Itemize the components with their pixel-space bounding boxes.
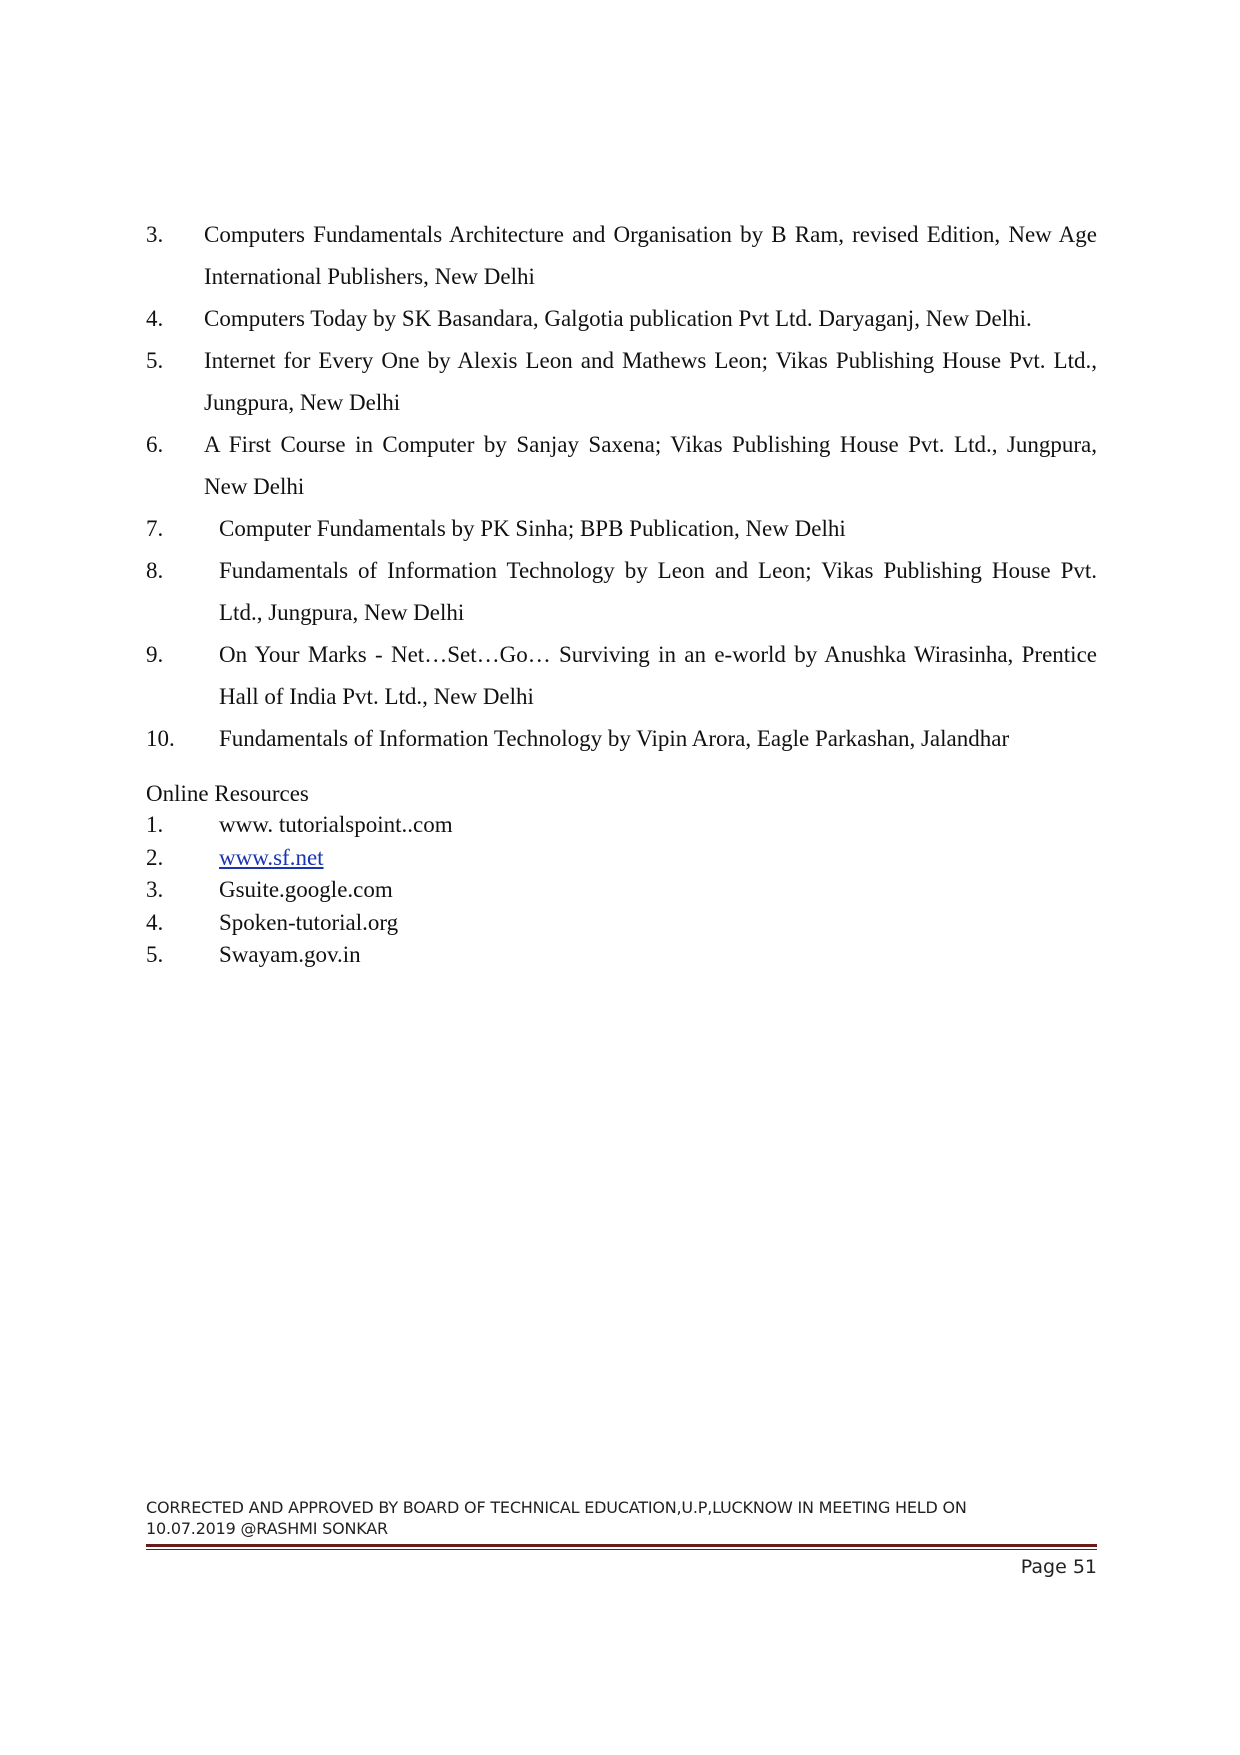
reference-text: A First Course in Computer by Sanjay Saxena; Vikas Publishing House Pvt. Ltd., Jungpura, New Delhi (204, 432, 1097, 499)
reference-text: Computer Fundamentals by PK Sinha; BPB Publication, New Delhi (219, 516, 846, 541)
reference-text: Computers Today by SK Basandara, Galgotia publication Pvt Ltd. Daryaganj, New Delhi. (204, 306, 1032, 331)
online-resource-link[interactable]: www.sf.net (219, 844, 324, 870)
reference-item (146, 340, 1097, 424)
online-resource-item (146, 809, 746, 842)
online-resource-text: www. tutorialspoint..com (219, 812, 453, 837)
reference-text: Fundamentals of Information Technology by Vipin Arora, Eagle Parkashan, Jalandhar (219, 726, 1010, 751)
footer-divider-thin (146, 1549, 1097, 1550)
reference-list (146, 214, 1097, 760)
reference-number: 4. (146, 306, 164, 331)
online-resource-number: 2. (146, 844, 164, 870)
footer-approval-note (146, 1497, 1097, 1539)
reference-item (146, 424, 1097, 508)
reference-number: 6. (146, 432, 164, 457)
online-resource-number: 3. (146, 877, 164, 902)
online-resource-text: Spoken-tutorial.org (219, 909, 399, 935)
reference-number: 7. (146, 516, 164, 541)
online-resources-heading: Online Resources (146, 781, 309, 806)
online-resource-item (146, 939, 746, 972)
reference-text: Computers Fundamentals Architecture and Organisation by B Ram, revised Edition, New Age International Publishers, New Delhi (204, 222, 1097, 289)
reference-item (146, 298, 1097, 340)
reference-text: Fundamentals of Information Technology by Leon and Leon; Vikas Publishing House Pvt. Ltd., Jungpura, New Delhi (219, 558, 1097, 625)
reference-number: 5. (146, 348, 164, 373)
online-resources-section (146, 779, 746, 972)
online-resource-text: Swayam.gov.in (219, 942, 361, 967)
online-resource-item (146, 874, 746, 907)
online-resource-number: 5. (146, 942, 164, 967)
online-resource-item (146, 842, 746, 875)
online-resource-text: Gsuite.google.com (219, 877, 393, 902)
reference-number: 3. (146, 222, 164, 247)
online-resource-item (146, 907, 746, 940)
reference-item (146, 214, 1097, 298)
footer-approval-line-2: 10.07.2019 @RASHMI SONKAR (146, 1519, 388, 1538)
reference-number: 9. (146, 642, 164, 667)
reference-text: Internet for Every One by Alexis Leon and Mathews Leon; Vikas Publishing House Pvt. Ltd., Jungpura, New Delhi (204, 348, 1097, 415)
footer-approval-line-1: CORRECTED AND APPROVED BY BOARD OF TECHNICAL EDUCATION,U.P,LUCKNOW IN MEETING HELD ON (146, 1498, 967, 1517)
reference-number: 8. (146, 558, 164, 583)
reference-number: 10. (146, 726, 175, 751)
online-resource-number: 1. (146, 812, 164, 837)
online-resources-list (146, 809, 746, 972)
reference-item (146, 718, 1097, 760)
reference-item (146, 508, 1097, 550)
online-resource-number: 4. (146, 909, 164, 935)
footer-divider (146, 1544, 1097, 1547)
reference-text: On Your Marks - Net…Set…Go… Surviving in an e-world by Anushka Wirasinha, Prentice Hall of India Pvt. Ltd., New Delhi (219, 642, 1097, 709)
page-number: Page 51 (1020, 1556, 1097, 1578)
reference-item (146, 550, 1097, 634)
reference-item (146, 634, 1097, 718)
